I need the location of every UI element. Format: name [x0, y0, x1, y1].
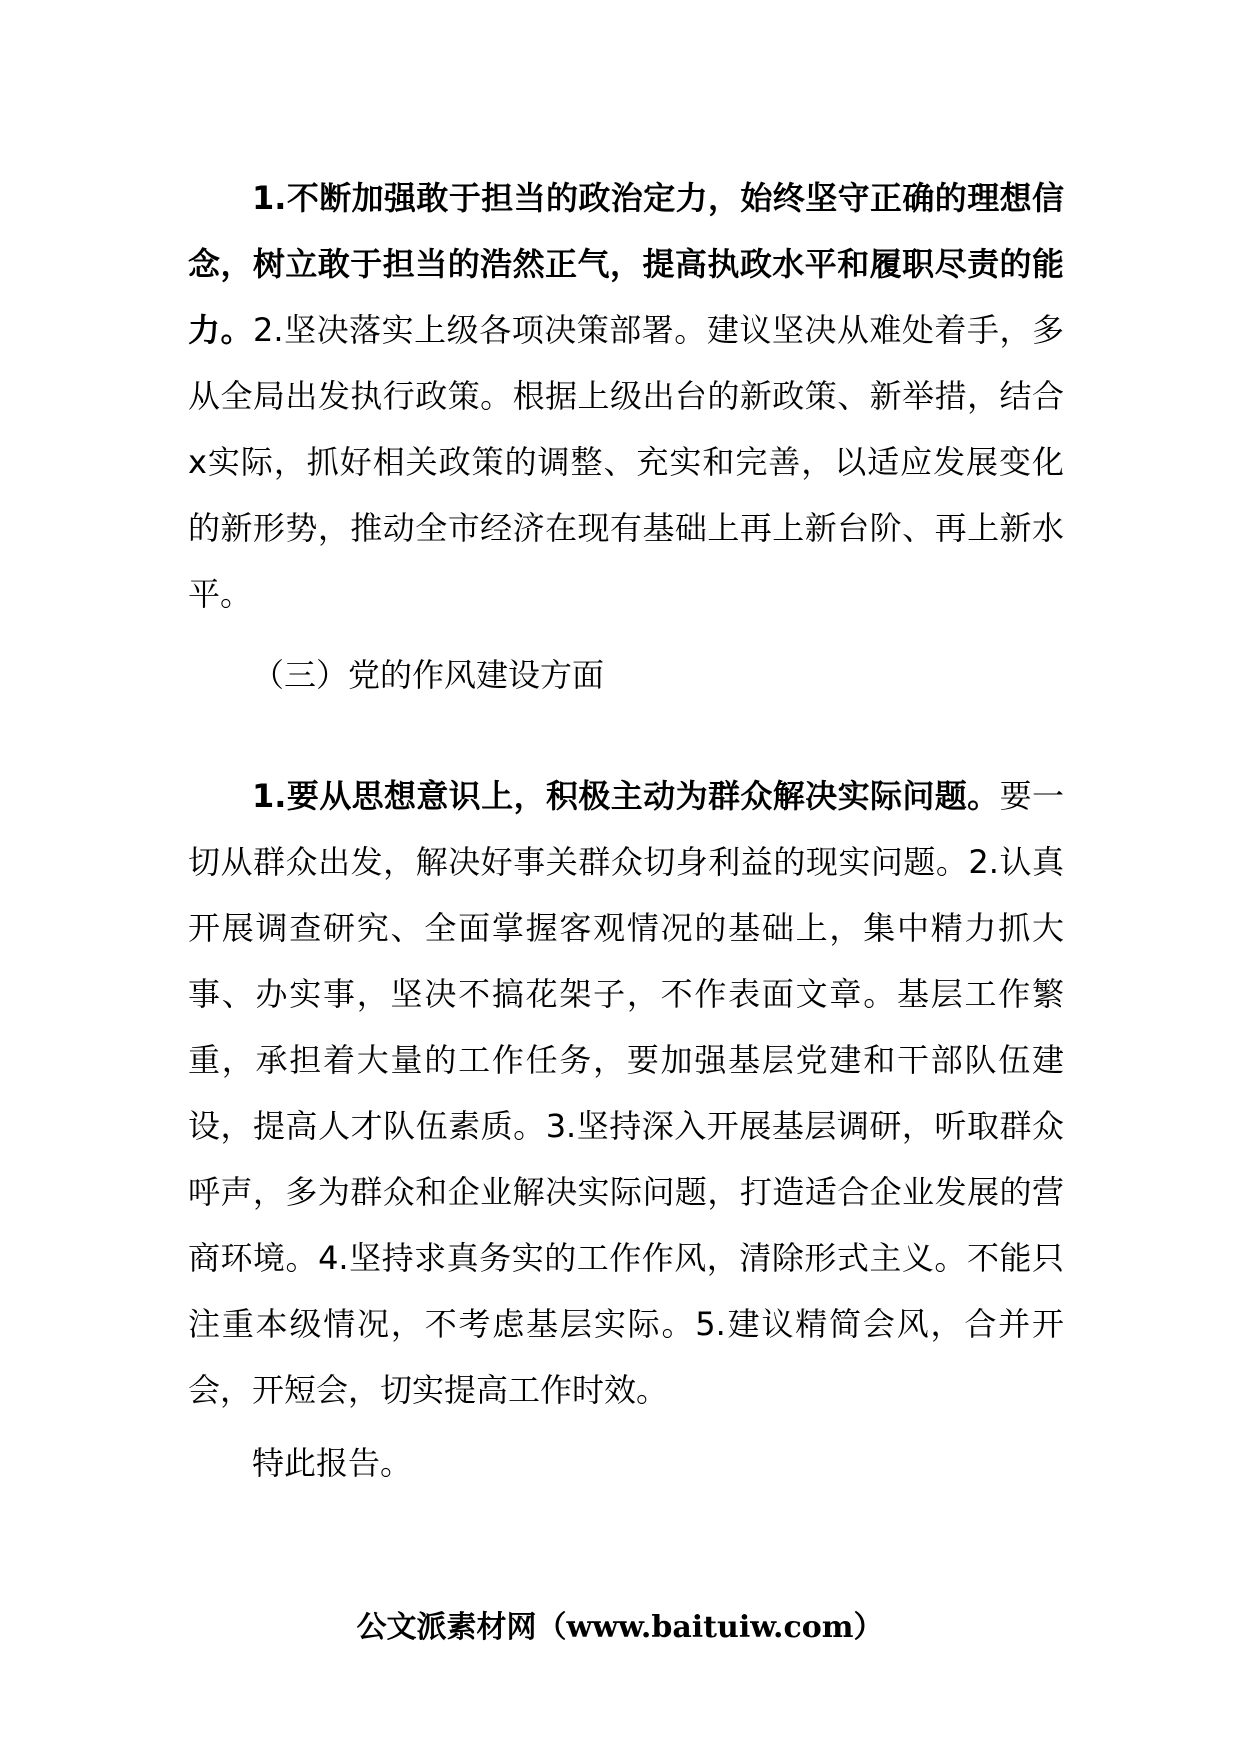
closing-statement: 特此报告。	[252, 1444, 413, 1482]
item-work-style-details: 要一切从群众出发，解决好事关群众切身利益的现实问题。2.认真开展调查研究、全面掌握客观情况的基础上，集中精力抓大事、办实事，坚决不搞花架子，不作表面文章。基层工作繁重，承担着大量的工作任务，要加强基层党建和干部队伍建设，提高人才队伍素质。3.坚持深入开展基层调研，听取群众呼声，多为群众和企业解决实际问题，打造适合企业发展的营商环境。4.坚持求真务实的工作作风，清除形式主义。不能只注重本级情况，不考虑基层实际。5.建议精简会风，合并开会，开短会，切实提高工作时效。	[188, 777, 1064, 1409]
paragraph-decision-implementation	[188, 165, 1064, 627]
footer-watermark: 公文派素材网（www.baituiw.com）	[356, 1610, 884, 1645]
section-heading-work-style: （三）党的作风建设方面	[252, 656, 605, 694]
item-serve-masses: 1.要从思想意识上，积极主动为群众解决实际问题。	[252, 777, 1000, 815]
paragraph-work-style	[188, 763, 1064, 1423]
item-political-resolve: 1.不断加强敢于担当的政治定力，始终坚守正确的理想信念，树立敢于担当的浩然正气，提高执政水平和履职尽责的能力。	[188, 179, 1064, 349]
item-implement-decisions: 2.坚决落实上级各项决策部署。建议坚决从难处着手，多从全局出发执行政策。根据上级出台的新政策、新举措，结合x实际，抓好相关政策的调整、充实和完善，以适应发展变化的新形势，推动全市经济在现有基础上再上新台阶、再上新水平。	[188, 311, 1064, 613]
